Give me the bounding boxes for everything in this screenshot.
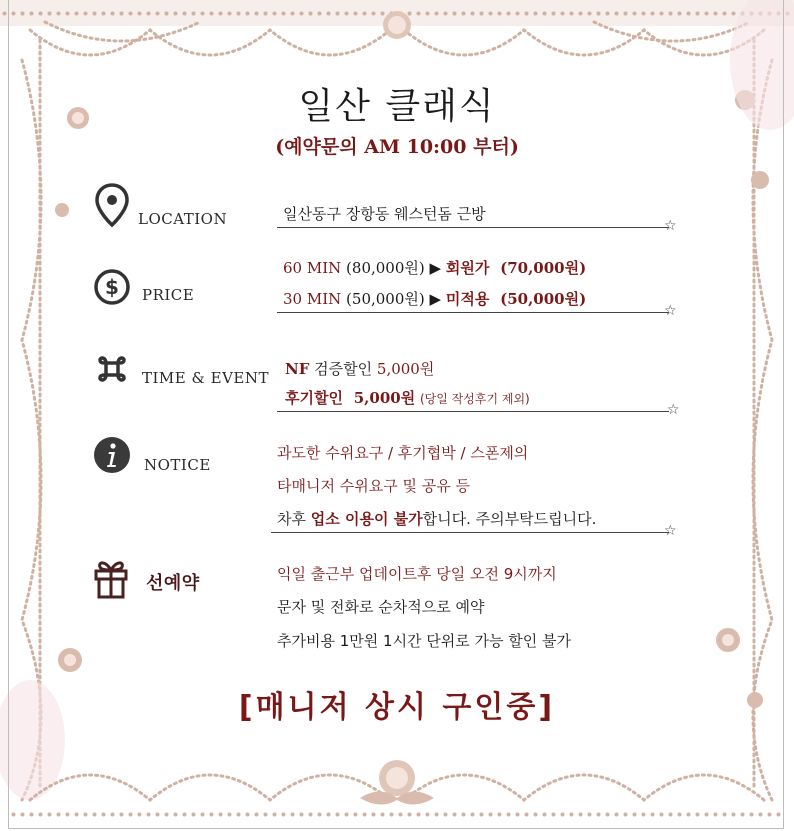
event-review-amount: 5,000원 (353, 389, 416, 407)
price-row-30 (283, 288, 586, 309)
arrow-right-icon: ▶ (429, 290, 442, 308)
event-divider (277, 411, 669, 412)
command-icon (95, 352, 129, 386)
event-row-review (285, 387, 530, 408)
page-title: 일산 클래식 (298, 86, 496, 127)
location-text: 일산동구 장항동 웨스턴돔 근방 (283, 205, 486, 223)
map-pin-icon (95, 183, 129, 227)
price-30-member-label: 미적용 (445, 290, 490, 308)
price-60-normal: (80,000원) (346, 259, 425, 277)
star-icon: ☆ (664, 523, 677, 539)
price-label: PRICE (142, 286, 195, 304)
notice-line-3-prefix: 차후 (277, 510, 306, 528)
event-label: TIME & EVENT (142, 369, 269, 387)
reservation-line-3: 추가비용 1만원 1시간 단위로 가능 할인 불가 (277, 632, 572, 650)
dollar-circle-icon (93, 268, 131, 306)
location-divider (277, 227, 669, 228)
price-30-time: 30 MIN (283, 290, 342, 308)
price-60-member-label: 회원가 (445, 259, 490, 277)
star-icon: ☆ (667, 402, 680, 418)
svg-text:$: $ (105, 275, 119, 299)
notice-label: NOTICE (144, 456, 211, 474)
event-review-note: (당일 작성후기 제외) (420, 392, 530, 406)
notice-line-3-red: 업소 이용이 불가 (310, 510, 423, 528)
recruiting-banner: [매니저 상시 구인중] (238, 690, 556, 725)
notice-line-1: 과도한 수위요구 / 후기협박 / 스폰제의 (277, 444, 529, 462)
price-30-member-price: (50,000원) (500, 290, 587, 308)
notice-line-3 (277, 508, 596, 529)
price-60-time: 60 MIN (283, 259, 342, 277)
reservation-line-2: 문자 및 전화로 순차적으로 예약 (277, 598, 485, 616)
star-icon: ☆ (664, 218, 677, 234)
reservation-line-1: 익일 출근부 업데이트후 당일 오전 9시까지 (277, 565, 557, 583)
event-nf-prefix: NF (285, 360, 310, 378)
gift-icon (93, 558, 129, 600)
arrow-right-icon: ▶ (429, 259, 442, 277)
price-divider (277, 312, 669, 313)
event-review-text: 후기할인 (285, 389, 343, 407)
reservation-label: 선예약 (146, 573, 200, 594)
notice-line-3-suffix: 합니다. 주의부탁드립니다. (422, 510, 597, 528)
notice-line-2: 타매니저 수위요구 및 공유 등 (277, 477, 470, 495)
price-60-member-price: (70,000원) (500, 259, 587, 277)
notice-divider (271, 532, 669, 533)
info-icon (93, 436, 131, 474)
price-row-60 (283, 257, 586, 278)
price-30-normal: (50,000원) (346, 290, 425, 308)
page-subtitle: (예약문의 AM 10:00 부터) (275, 136, 519, 158)
event-nf-text: 검증할인 (314, 360, 373, 378)
star-icon: ☆ (664, 303, 677, 319)
event-row-nf (285, 358, 434, 379)
event-nf-amount: 5,000원 (376, 360, 435, 378)
location-label: LOCATION (138, 210, 228, 228)
